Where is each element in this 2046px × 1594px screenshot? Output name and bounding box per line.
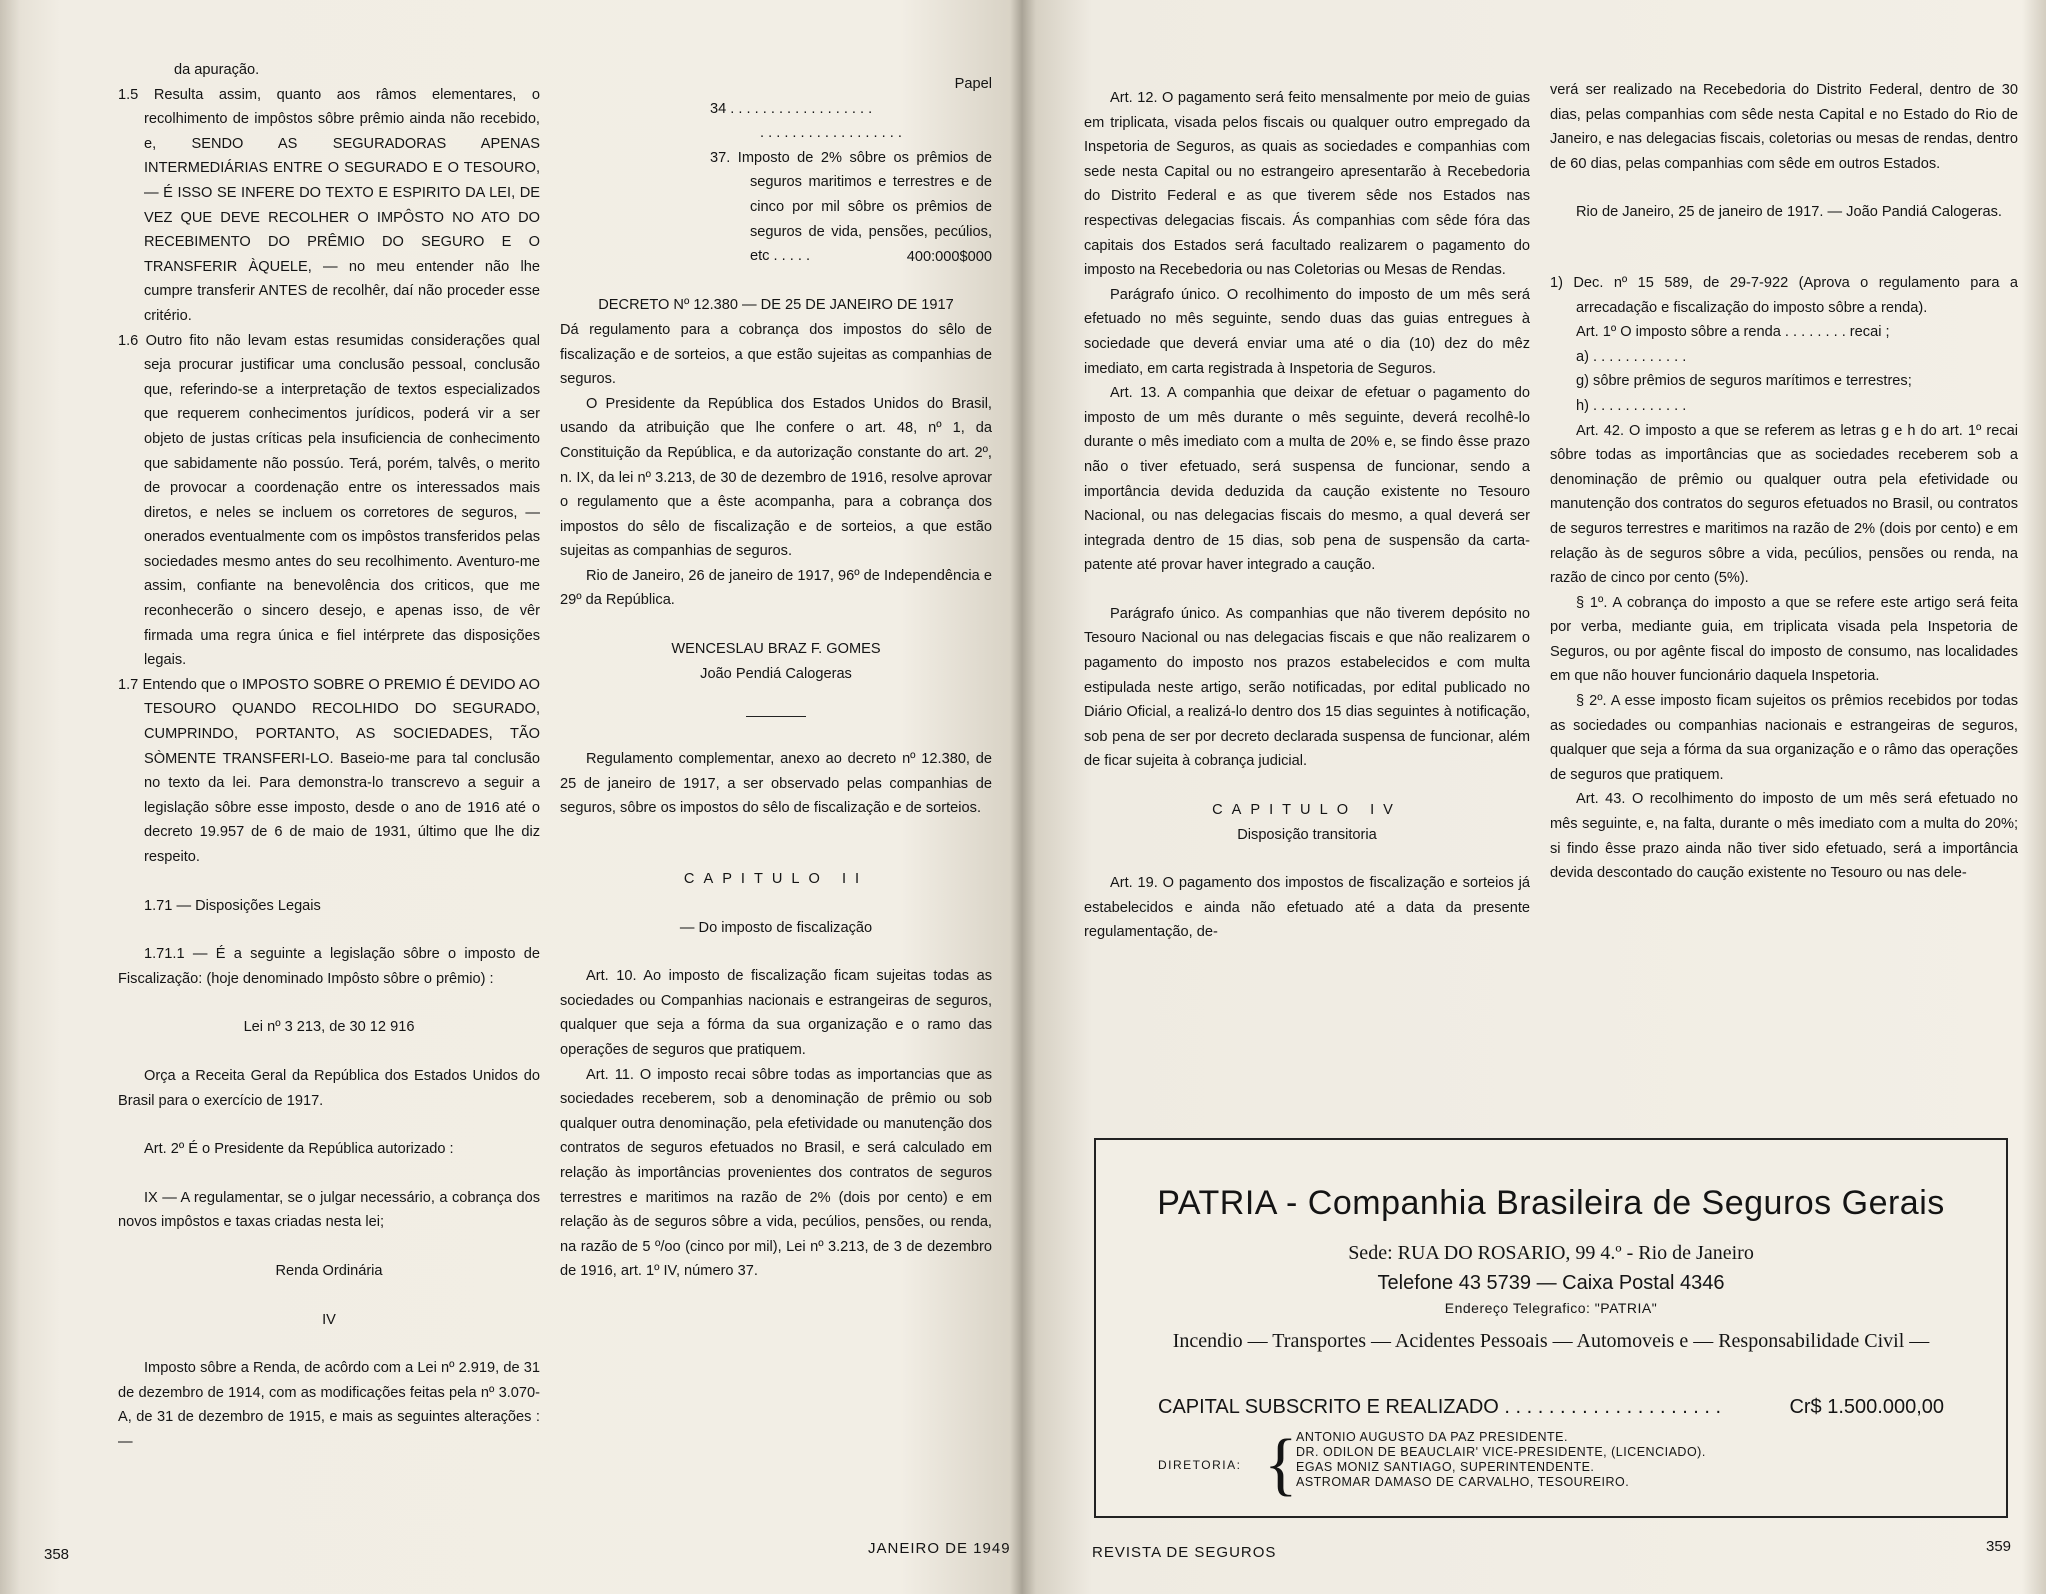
para-1-7: 1.7 Entendo que o IMPOSTO SOBRE O PREMIO É DEVIDO AO TESOURO QUANDO RECOLHIDO DO SEGURADO, CUMPRINDO, PORTANTO, AS SOCIEDADES, TÃO SÒMENTE TRANSFERI-LO. Baseio-me para tal conclusão no texto da lei. Para demonstra-lo transcrevo a seguir a legislação sôbre esse imposto, desde o ano de 1916 até o decreto 19.957 de 6 de maio de 1931, último que lhe diz respeito. (118, 676, 540, 865)
ad-capital-row (1158, 1396, 1944, 1419)
heading-renda-ordinaria: Renda Ordinária (275, 1262, 383, 1279)
footer-date: JANEIRO DE 1949 (868, 1540, 1011, 1557)
art-19-continued: verá ser realizado na Recebedoria do Distrito Federal, dentro de 30 dias, pelas companhias com sêde nesta Capital e no Estado do Rio de Janeiro, e nas delegacias fiscais, coletorias ou mesas de rendas, dentro de 60 dias, pelas companhias com sêde em outros Estados. (1550, 82, 2018, 172)
art-12: Art. 12. O pagamento será feito mensalmente por meio de guias em triplicata, visada pelos fiscais ou qualquer outro empregado da Inspetoria de Seguros, as quais as sociedades e companhias com sede nesta Capital ou no estrangeiro apresentarão à Recebedoria do Distrito Federal e as que tiverem sêde nos Estados nas respectivas delegacias fiscais. Ás companhias com sêde fóra das capitais dos Estados será facultado realizarem o pagamento do imposto na Recebedoria ou nas Coletorias ou Mesas de Rendas. (1084, 90, 1530, 279)
item-dots: . . . . . . . . . . . . . . . . . . (760, 125, 902, 142)
heading-lei-3213: Lei nº 3 213, de 30 12 916 (243, 1019, 415, 1036)
chapter-iv-subheading: Disposição transitoria (1237, 826, 1377, 843)
ad-address: Sede: RUA DO ROSARIO, 99 4.º - Rio de Janeiro (1348, 1242, 1754, 1264)
para-apuracao: da apuração. (174, 62, 260, 78)
regulamento-intro: Regulamento complementar, anexo ao decreto nº 12.380, de 25 de janeiro de 1917, a ser observado pelas companhias de seguros, sôbre os impostos do sêlo de fiscalização e de sorteios. (560, 751, 992, 817)
heading-disposicoes-legais: 1.71 — Disposições Legais (144, 897, 321, 914)
art-12-paragrafo: Parágrafo único. O recolhimento do imposto de um mês será efetuado no mês seguinte, sendo duas das guias entregues à sociedade que deverá enviar uma até o dia (10) dez do mêz imediato, em carta registrada à Inspetoria de Seguros. (1084, 286, 1530, 377)
art-10: Art. 10. Ao imposto de fiscalização ficam sujeitas todas as sociedades ou Companhias nacionais e estrangeiras de seguros, qualquer que seja a fórma da sua organização e o ramo das operações de seguros que pratiquem. (560, 968, 992, 1058)
decree-date: Rio de Janeiro, 26 de janeiro de 1917, 96º de Independência e 29º da República. (560, 567, 992, 609)
signature-date: Rio de Janeiro, 25 de janeiro de 1917. — João Pandiá Calogeras. (1576, 204, 2002, 221)
right-column-4 (1550, 78, 2018, 886)
chapter-ii-subheading: — Do imposto de fiscalização (679, 919, 873, 936)
page-number-right: 359 (1986, 1538, 2012, 1555)
left-page (0, 0, 1022, 1594)
art-11: Art. 11. O imposto recai sôbre todas as importancias que as sociedades receberem, sob a denominação de prêmio ou sob qualquer outra denominação, pela efetividade ou manutenção dos contratos de seguros efetuados no Brasil, e será calculado em relação às importâncias provenientes dos contratos de seguros terrestres e maritimos na razão de 2% (dois por cento) e em relação às de seguros sôbre a vida, pecúlios, pensões, ou renda, na razão de 5 º/oo (cinco por mil), Lei nº 3.213, de 3 de dezembro de 1916, art. 1º IV, número 37. (560, 1066, 992, 1280)
ad-telegraphic-address: Endereço Telegrafico: "PATRIA" (1444, 1300, 1658, 1316)
page-number-left: 358 (44, 1546, 70, 1563)
art-42-par-1: § 1º. A cobrança do imposto a que se refere este artigo será feita por verba, mediante guia, em triplicata visada pela Inspetoria de Seguros, ou por agênte fiscal do imposto de consumo, nas localidades em que não houver funcionário daquela Inspetoria. (1550, 594, 2018, 685)
decree-title: DECRETO Nº 12.380 — DE 25 DE JANEIRO DE 1917 (598, 297, 954, 314)
signature-minister: João Pendiá Calogeras (700, 665, 852, 682)
ad-capital-value: Cr$ 1.500.000,00 (1789, 1396, 1944, 1418)
left-column-2 (560, 72, 992, 1284)
item-37-value: 400:000$000 (906, 248, 992, 265)
decree-summary: Dá regulamento para a cobrança dos impostos do sêlo de fiscalização e de sorteios, a que estão sujeitas as companhias de seguros. (560, 321, 992, 388)
right-column-3 (1084, 86, 1530, 945)
ad-director: EGAS MONIZ SANTIAGO, SUPERINTENDENTE. (1296, 1460, 1595, 1474)
item-h: h) . . . . . . . . . . . . (1576, 397, 1687, 414)
chapter-ii-heading: CAPITULO II (683, 871, 869, 888)
item-37: 37. Imposto de 2% sôbre os prêmios de seguros maritimos e terrestres e de cinco por mil sôbre os prêmios de seguros de vida, pensões, pecúlios, etc . . . . . (710, 149, 992, 265)
footer-magazine-name: REVISTA DE SEGUROS (1092, 1544, 1277, 1561)
ad-company-name: PATRIA - Companhia Brasileira de Seguros Gerais (1157, 1184, 1945, 1222)
art-1: Art. 1º O imposto sôbre a renda . . . . . . . . recai ; (1576, 324, 1890, 341)
ad-director: ASTROMAR DAMASO DE CARVALHO, TESOUREIRO. (1296, 1475, 1630, 1489)
ad-phone: Telefone 43 5739 — Caixa Postal 4346 (1377, 1272, 1725, 1294)
para-art-2: Art. 2º É o Presidente da República autorizado : (144, 1141, 454, 1158)
papel-header: Papel (954, 76, 992, 92)
signature-president: WENCESLAU BRAZ F. GOMES (671, 641, 881, 658)
decree-body: O Presidente da República dos Estados Unidos do Brasil, usando da atribuição que lhe confere o art. 48, nº 1, da Constituição da República, e da autorização constante do art. 2º, n. IX, da lei nº 3.213, de 30 de dezembro de 1916, resolve aprovar o regulamento que a êste acompanha, para a cobrança dos impostos do sêlo de fiscalização e de sorteios, a que estão sujeitas as companhias de seguros. (560, 395, 992, 560)
art-13: Art. 13. A companhia que deixar de efetuar o pagamento do imposto de um mês durante o mês seguinte, deverá recolhê-lo durante o mês imediato com a multa de 20% e, se findo êsse prazo não o tiver efetuado, será suspensa de funcionar, sendo a importância devida deduzida da caução existente no Tesouro Nacional, ou nas delegacias fiscais do mesmo, a qual deverá ser integrada dentro de 15 dias, sob pena de suspensão da carta-patente até provar haver integrado a caução. (1084, 385, 1530, 574)
para-1-6: 1.6 Outro fito não levam estas resumidas considerações qual seja procurar justificar uma conclusão pessoal, conclusão que, referindo-se a interpretação de textos especializados que requerem conhecimentos jurídicos, poderá vir a ser objeto de justas críticas pela insuficiencia de conhecimento que sabidamente não possúo. Terá, porém, talvês, o merito de provocar a coordenação entre os interessados mais diretos, e neles se incluem os corretores de seguros, — onerados eventualmente com os impôstos transferidos pelas sociedades mesmo antes do seu recolhimento. Aventuro-me assim, confiante na benevolência dos criticos, que me reconhecerão o sincero desejo, e apenas isso, de vêr firmada uma regra única e fiel intérprete das disposições legais. (118, 332, 540, 669)
para-ix: IX — A regulamentar, se o julgar necessário, a cobrança dos novos impôstos e taxas criadas nesta lei; (118, 1189, 540, 1231)
ad-director: DR. ODILON DE BEAUCLAIR' VICE-PRESIDENTE, (LICENCIADO). (1296, 1445, 1706, 1459)
art-42: Art. 42. O imposto a que se referem as letras g e h do art. 1º recai sôbre todas as importâncias que as sociedades receberem sob a denominação de prêmio ou qualquer outra pela efetividade ou manutenção dos contratos do seguros efetuados no Brasil, ou contratos de seguros terrestres e maritimos na razão de 2% (dois por cento) e em relação às de seguros sôbre a vida, pecúlios, pensões ou renda, na razão de cinco por cento (5%). (1550, 422, 2018, 587)
ad-director: ANTONIO AUGUSTO DA PAZ PRESIDENTE. (1296, 1430, 1568, 1444)
chapter-iv-heading: CAPITULO IV (1212, 802, 1402, 819)
para-imposto-renda: Imposto sôbre a Renda, de acôrdo com a Lei nº 2.919, de 31 de dezembro de 1914, com as modificações feitas pela nº 3.070-A, de 31 de dezembro de 1915, e mais as seguintes alterações : — (118, 1360, 540, 1450)
left-column-1 (118, 58, 540, 1455)
para-1-71-1: 1.71.1 — É a seguinte a legislação sôbre o imposto de Fiscalização: (hoje denominado Impôsto sôbre o prêmio) : (118, 946, 540, 987)
art-13-paragrafo: Parágrafo único. As companhias que não tiverem depósito no Tesouro Nacional ou nas delegacias fiscais e que não realizarem o pagamento do imposto nos prazos estabelecidos e com multa estipulada neste artigo, serão notificadas, por edital publicado no Diário Oficial, a realizá-lo dentro dos 15 dias seguintes à notificação, sob pena de ser por decreto declarada suspensa de funcionar, além de ficar sujeita à cobrança judicial. (1084, 605, 1530, 770)
item-a: a) . . . . . . . . . . . . (1576, 348, 1687, 365)
ad-capital-label: CAPITAL SUBSCRITO E REALIZADO . . . . . . . . . . . . . . . . . . . . (1158, 1396, 1722, 1418)
footnote-dec-15589: 1) Dec. nº 15 589, de 29-7-922 (Aprova o regulamento para a arrecadação e fiscalização do imposto sôbre a renda). (1550, 274, 2018, 316)
para-1-5: 1.5 Resulta assim, quanto aos râmos elementares, o recolhimento de impôstos sôbre prêmio ainda não recebido, e, SENDO AS SEGURADORAS APENAS INTERMEDIÁRIAS ENTRE O SEGURADO E O TESOURO, — É ISSO SE INFERE DO TEXTO E ESPIRITO DA LEI, DE VEZ QUE DEVE RECOLHER O IMPÔSTO NO ATO DO RECEBIMENTO DO PRÊMIO DO SEGURO E O TRANSFERIR ÀQUELE, — no meu entender não lhe cumpre transferir ANTES de recolhêr, daí não proceder esse critério. (118, 86, 540, 324)
art-43: Art. 43. O recolhimento do imposto de um mês será efetuado no mês seguinte, e, na falta, durante o mês imediato com a multa do 20%; si findo êsse prazo ainda não tiver sido efetuado, será a importância devida descontado do caução existente no Tesouro ou nas dele- (1550, 791, 2018, 882)
para-orca-receita: Orça a Receita Geral da República dos Estados Unidos do Brasil para o exercício de 1917. (118, 1067, 540, 1109)
art-42-par-2: § 2º. A esse imposto ficam sujeitos os prêmios recebidos por todas as sociedades ou companhias nacionais e estrangeiras de seguros, qualquer que seja a fórma da sua organização e o râmo das operações de seguros que pratiquem. (1550, 693, 2018, 783)
item-g: g) sôbre prêmios de seguros marítimos e terrestres; (1576, 373, 1912, 390)
item-34: 34 . . . . . . . . . . . . . . . . . . (710, 100, 873, 117)
art-19: Art. 19. O pagamento dos impostos de fiscalização e sorteios já estabelecidos e ainda não efetuado até a data da presente regulamentação, de- (1084, 875, 1530, 941)
section-divider (746, 716, 806, 717)
ad-directors-label: DIRETORIA: (1158, 1458, 1242, 1472)
ad-directors-list (1296, 1430, 1706, 1490)
ad-brace-icon: { (1264, 1426, 1298, 1503)
heading-iv: IV (322, 1311, 336, 1328)
ad-insurance-lines: Incendio — Transportes — Acidentes Pessoais — Automoveis e — Responsabilidade Civil — (1172, 1330, 1930, 1352)
patria-advertisement (1094, 1138, 2008, 1518)
